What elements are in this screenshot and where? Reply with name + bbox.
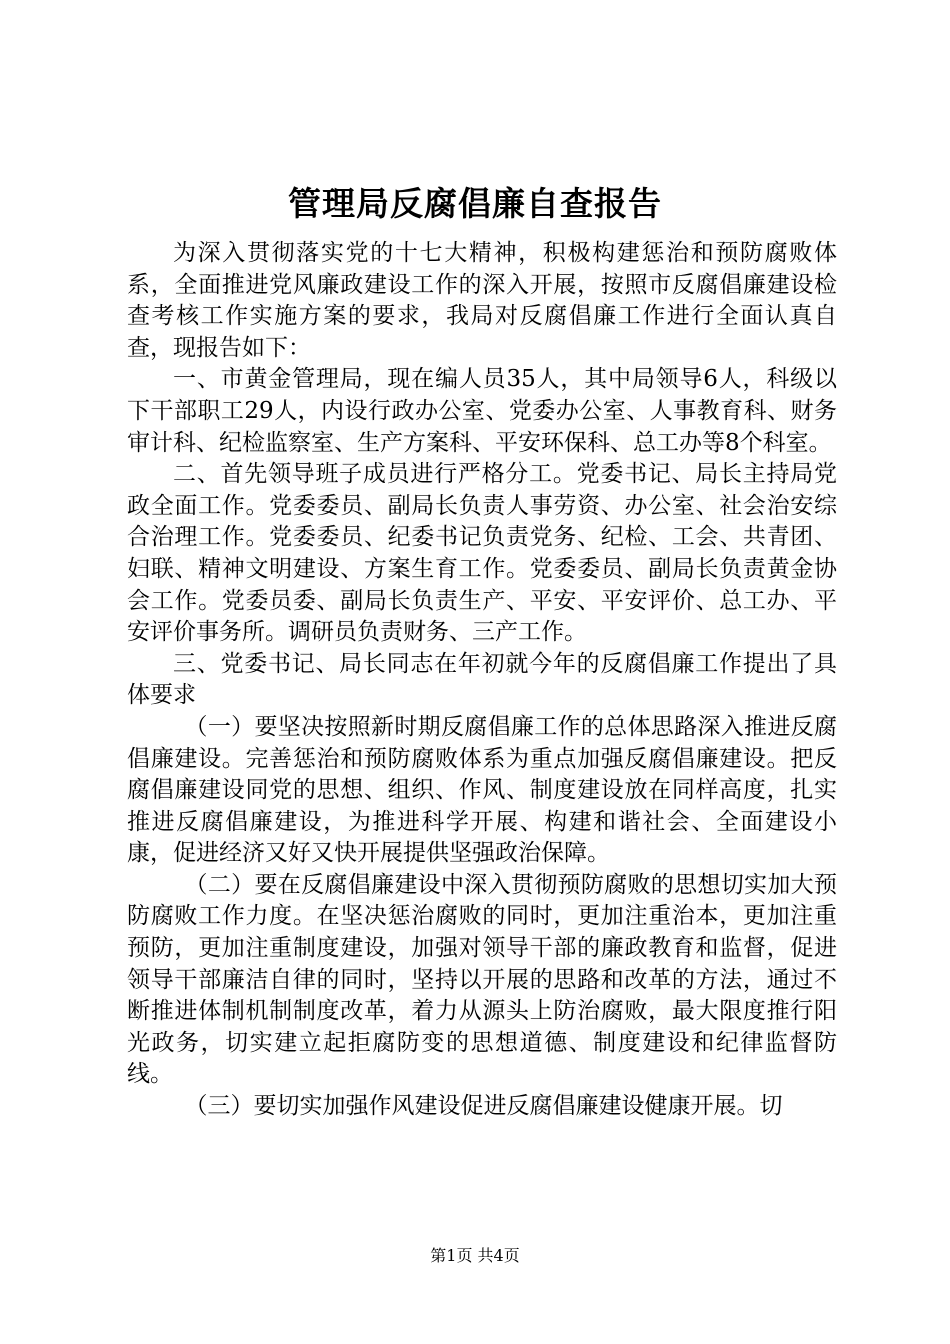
paragraph-subsection-1: （一）要坚决按照新时期反腐倡廉工作的总体思路深入推进反腐倡廉建设。完善惩治和预防腐败体系为重点加强反腐倡廉建设。把反腐倡廉建设同党的思想、组织、作风、制度建设放在同样高度，扎实推进反腐倡廉建设，为推进科学开展、构建和谐社会、全面建设小康，促进经济又好又快开展提供坚强政治保障。 <box>127 713 837 867</box>
paragraph-subsection-2: （二）要在反腐倡廉建设中深入贯彻预防腐败的思想切实加大预防腐败工作力度。在坚决惩治腐败的同时，更加注重治本，更加注重预防，更加注重制度建设，加强对领导干部的廉政教育和监督，促进领导干部廉洁自律的同时，坚持以开展的思路和改革的方法，通过不断推进体制机制制度改革，着力从源头上防治腐败，最大限度推行阳光政务，切实建立起拒腐防变的思想道德、制度建设和纪律监督防线。 <box>127 871 837 1088</box>
document-body <box>127 238 837 1123</box>
document-title: 管理局反腐倡廉自查报告 <box>288 184 662 223</box>
paragraph-section-2: 二、首先领导班子成员进行严格分工。党委书记、局长主持局党政全面工作。党委委员、副局长负责人事劳资、办公室、社会治安综合治理工作。党委委员、纪委书记负责党务、纪检、工会、共青团、妇联、精神文明建设、方案生育工作。党委委员、副局长负责黄金协会工作。党委员委、副局长负责生产、平安、平安评价、总工办、平安评价事务所。调研员负责财务、三产工作。 <box>127 461 837 646</box>
paragraph-section-3: 三、党委书记、局长同志在年初就今年的反腐倡廉工作提出了具体要求 <box>127 650 837 709</box>
paragraph-section-1: 一、市黄金管理局，现在编人员35人，其中局领导6人，科级以下干部职工29人，内设行政办公室、党委办公室、人事教育科、财务审计科、纪检监察室、生产方案科、平安环保科、总工办等8个科室。 <box>127 366 837 456</box>
paragraph-subsection-3: （三）要切实加强作风建设促进反腐倡廉建设健康开展。切 <box>184 1093 783 1120</box>
page-footer: 第1页 共4页 <box>430 1246 520 1265</box>
paragraph-intro: 为深入贯彻落实党的十七大精神，积极构建惩治和预防腐败体系，全面推进党风廉政建设工作的深入开展，按照市反腐倡廉建设检查考核工作实施方案的要求，我局对反腐倡廉工作进行全面认真自查，现报告如下： <box>127 240 837 361</box>
